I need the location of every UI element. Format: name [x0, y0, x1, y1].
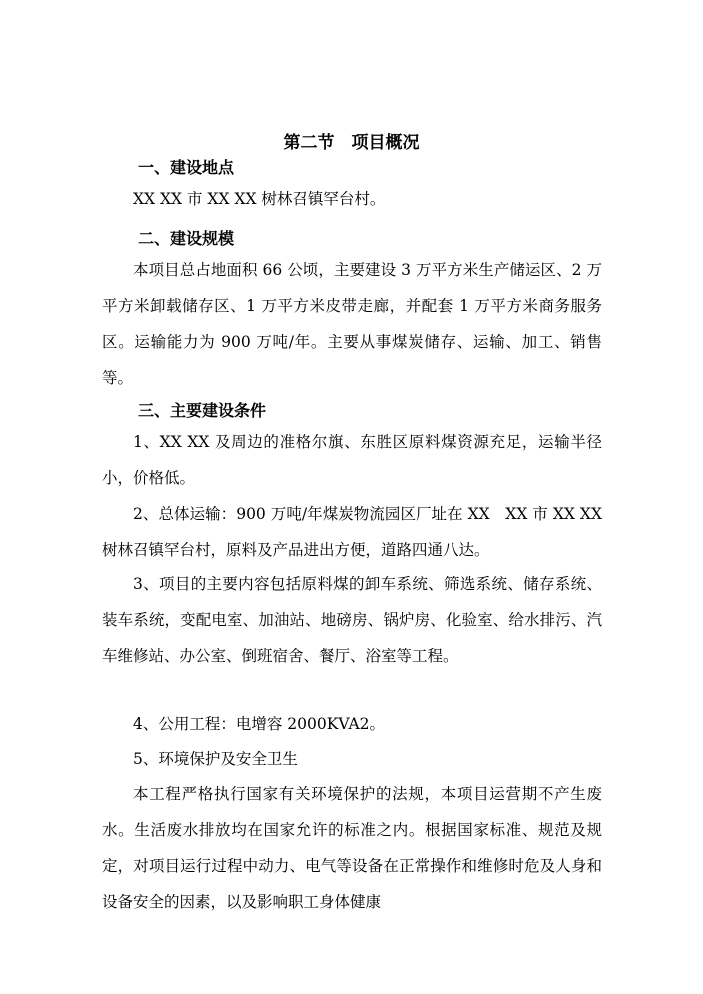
paragraph-condition-5: 5、环境保护及安全卫生	[133, 750, 298, 768]
heading-conditions: 三、主要建设条件	[138, 401, 267, 420]
paragraph-scale: 本项目总占地面积 66 公顷，主要建设 3 万平方米生产储运区、2 万平方米卸载储存区、1 万平方米皮带走廊，并配套 1 万平方米商务服务区。运输能力为 900 万吨/年。主要从事煤炭储存、运输、加工、销售等。	[102, 261, 602, 387]
section-title: 第二节 项目概况	[283, 133, 420, 153]
heading-location: 一、建设地点	[138, 158, 235, 177]
paragraph-environment: 本工程严格执行国家有关环境保护的法规，本项目运营期不产生废水。生活废水排放均在国家允许的标准之内。根据国家标准、规范及规定，对项目运行过程中动力、电气等设备在正常操作和维修时危及人身和设备安全的因素，以及影响职工身体健康	[102, 785, 602, 911]
paragraph-condition-3: 3、项目的主要内容包括原料煤的卸车系统、筛选系统、储存系统、装车系统，变配电室、加油站、地磅房、锅炉房、化验室、给水排污、汽车维修站、办公室、倒班宿舍、餐厅、浴室等工程。	[102, 575, 602, 665]
paragraph-condition-4: 4、公用工程：电增容 2000KVA2。	[133, 715, 386, 733]
paragraph-location: XX XX 市 XX XX 树林召镇罕台村。	[133, 190, 386, 208]
paragraph-condition-1: 1、XX XX 及周边的准格尔旗、东胜区原料煤资源充足，运输半径小，价格低。	[102, 433, 602, 487]
paragraph-condition-2: 2、总体运输：900 万吨/年煤炭物流园区厂址在 XX XX 市 XX XX 树林召镇罕台村，原料及产品进出方便，道路四通八达。	[102, 505, 602, 559]
heading-scale: 二、建设规模	[138, 229, 235, 248]
